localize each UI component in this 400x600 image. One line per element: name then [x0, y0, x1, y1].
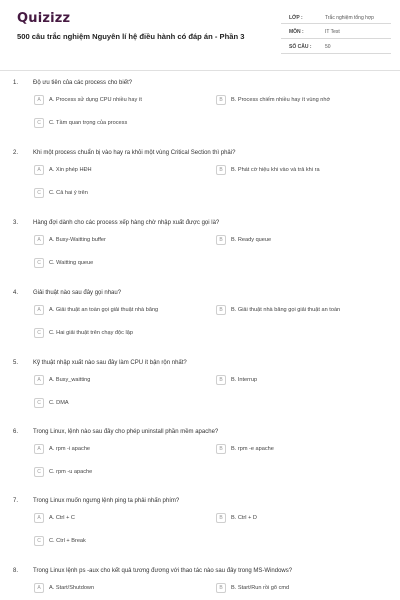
answer-option-b[interactable] [216, 374, 257, 386]
answer-option-a[interactable] [34, 582, 94, 594]
meta-value-class: Trắc nghiệm tổng hợp [325, 15, 374, 21]
option-letter-box: C [34, 188, 44, 198]
answer-option-b[interactable] [216, 94, 330, 106]
option-letter-box: C [34, 258, 44, 268]
question-text: Trong Linux lệnh ps -aux cho kết quả tương đương với thao tác nào sau đây trong MS-Windows? [33, 568, 293, 574]
option-letter-box: A [34, 583, 44, 593]
option-letter-box: A [34, 95, 44, 105]
question-text: Kỹ thuật nhập xuất nào sau đây làm CPU ít bận rộn nhất? [33, 360, 187, 366]
option-text: A. Process sử dụng CPU nhiều hay ít [49, 97, 142, 103]
question-text: Khi một process chuẩn bị vào hay ra khỏi một vùng Critical Section thì phải? [33, 150, 236, 156]
question-number: 8. [13, 568, 19, 574]
answer-option-a[interactable] [34, 94, 142, 106]
option-text: A. rpm -i apache [49, 446, 91, 452]
option-letter-box: B [216, 235, 226, 245]
question-item [0, 220, 400, 290]
question-number: 5. [13, 360, 19, 366]
question-text: Trong Linux muốn ngưng lệnh ping ta phải nhấn phím? [33, 498, 180, 504]
question-number: 7. [13, 498, 19, 504]
answer-option-b[interactable] [216, 234, 271, 246]
question-number: 6. [13, 429, 19, 435]
option-text: A. Start/Shutdown [49, 585, 95, 591]
option-letter-box: B [216, 375, 226, 385]
option-letter-box: A [34, 235, 44, 245]
answer-option-c[interactable] [34, 397, 69, 409]
option-text: A. Giải thuật an toàn gọi giải thuật nhà băng [49, 307, 159, 313]
answer-option-a[interactable] [34, 374, 90, 386]
option-text: B. Start/Run rồi gõ cmd [231, 585, 290, 591]
option-letter-box: B [216, 305, 226, 315]
option-letter-box: B [216, 444, 226, 454]
question-text: Hàng đợi dành cho các process xếp hàng chờ nhập xuất được gọi là? [33, 220, 220, 226]
option-text: A. Busy-Waitting buffer [49, 237, 106, 243]
option-text: B. Interrup [231, 377, 258, 383]
option-letter-box: B [216, 583, 226, 593]
meta-value-count: 50 [325, 44, 331, 50]
option-letter-box: B [216, 165, 226, 175]
question-item [0, 360, 400, 430]
meta-row-class [281, 9, 391, 24]
question-item [0, 498, 400, 568]
option-text: A. Ctrl + C [49, 515, 75, 521]
option-letter-box: C [34, 536, 44, 546]
option-letter-box: C [34, 467, 44, 477]
answer-option-a[interactable] [34, 512, 75, 524]
answer-option-b[interactable] [216, 304, 340, 316]
option-text: B. Ctrl + D [231, 515, 257, 521]
quizizz-logo: Quizizz [17, 11, 71, 26]
answer-option-b[interactable] [216, 582, 289, 594]
answer-option-b[interactable] [216, 164, 320, 176]
option-text: A. Xin phép HĐH [49, 167, 92, 173]
meta-label-class: LỚP : [289, 15, 303, 21]
option-text: B. Process chiếm nhiều hay ít vùng nhớ [231, 97, 331, 103]
option-text: B. Giải thuật nhà băng gọi giải thuật an toàn [231, 307, 341, 313]
question-item [0, 568, 400, 600]
worksheet-title: 500 câu trắc nghiệm Nguyên lí hệ điều hành có đáp án - Phần 3 [17, 32, 245, 41]
option-text: A. Busy_waitting [49, 377, 91, 383]
meta-row-subject [281, 24, 391, 39]
question-number: 1. [13, 80, 19, 86]
option-text: C. Tầm quan trọng của process [49, 120, 128, 126]
option-letter-box: A [34, 513, 44, 523]
option-letter-box: A [34, 375, 44, 385]
meta-row-count [281, 39, 391, 54]
option-letter-box: B [216, 95, 226, 105]
question-item [0, 80, 400, 150]
question-number: 2. [13, 150, 19, 156]
meta-value-subject: IT Test [325, 29, 340, 35]
answer-option-a[interactable] [34, 443, 90, 455]
option-letter-box: C [34, 328, 44, 338]
answer-option-c[interactable] [34, 257, 93, 269]
answer-option-a[interactable] [34, 234, 106, 246]
question-item [0, 150, 400, 220]
answer-option-c[interactable] [34, 327, 133, 339]
answer-option-a[interactable] [34, 164, 92, 176]
question-number: 4. [13, 290, 19, 296]
option-letter-box: A [34, 444, 44, 454]
option-text: B. Phát cờ hiệu khi vào và trả khi ra [231, 167, 320, 173]
option-letter-box: C [34, 398, 44, 408]
answer-option-a[interactable] [34, 304, 158, 316]
answer-option-c[interactable] [34, 535, 86, 547]
question-text: Giải thuật nào sau đây gọi nhau? [33, 290, 122, 296]
option-text: C. Hai giải thuật trên chạy độc lập [49, 330, 133, 336]
option-text: B. rpm -e apache [231, 446, 274, 452]
answer-option-c[interactable] [34, 117, 127, 129]
option-text: C. DMA [49, 400, 69, 406]
option-text: C. Waitting queue [49, 260, 94, 266]
meta-label-count: SỐ CÂU : [289, 44, 312, 50]
question-item [0, 290, 400, 360]
option-letter-box: B [216, 513, 226, 523]
option-letter-box: A [34, 305, 44, 315]
question-number: 3. [13, 220, 19, 226]
option-letter-box: C [34, 118, 44, 128]
worksheet-meta-table [281, 9, 391, 54]
question-text: Độ ưu tiên của các process cho biết? [33, 80, 133, 86]
option-letter-box: A [34, 165, 44, 175]
question-item [0, 429, 400, 499]
answer-option-c[interactable] [34, 466, 92, 478]
option-text: C. Cả hai ý trên [49, 190, 88, 196]
answer-option-b[interactable] [216, 512, 257, 524]
answer-option-b[interactable] [216, 443, 274, 455]
worksheet-header [0, 0, 400, 70]
question-text: Trong Linux, lệnh nào sau đây cho phép uninstall phần mềm apache? [33, 429, 219, 435]
option-text: C. rpm -u apache [49, 469, 93, 475]
header-divider [0, 70, 400, 71]
option-text: B. Ready queue [231, 237, 272, 243]
answer-option-c[interactable] [34, 187, 88, 199]
option-text: C. Ctrl + Break [49, 538, 86, 544]
meta-label-subject: MÔN : [289, 29, 304, 35]
